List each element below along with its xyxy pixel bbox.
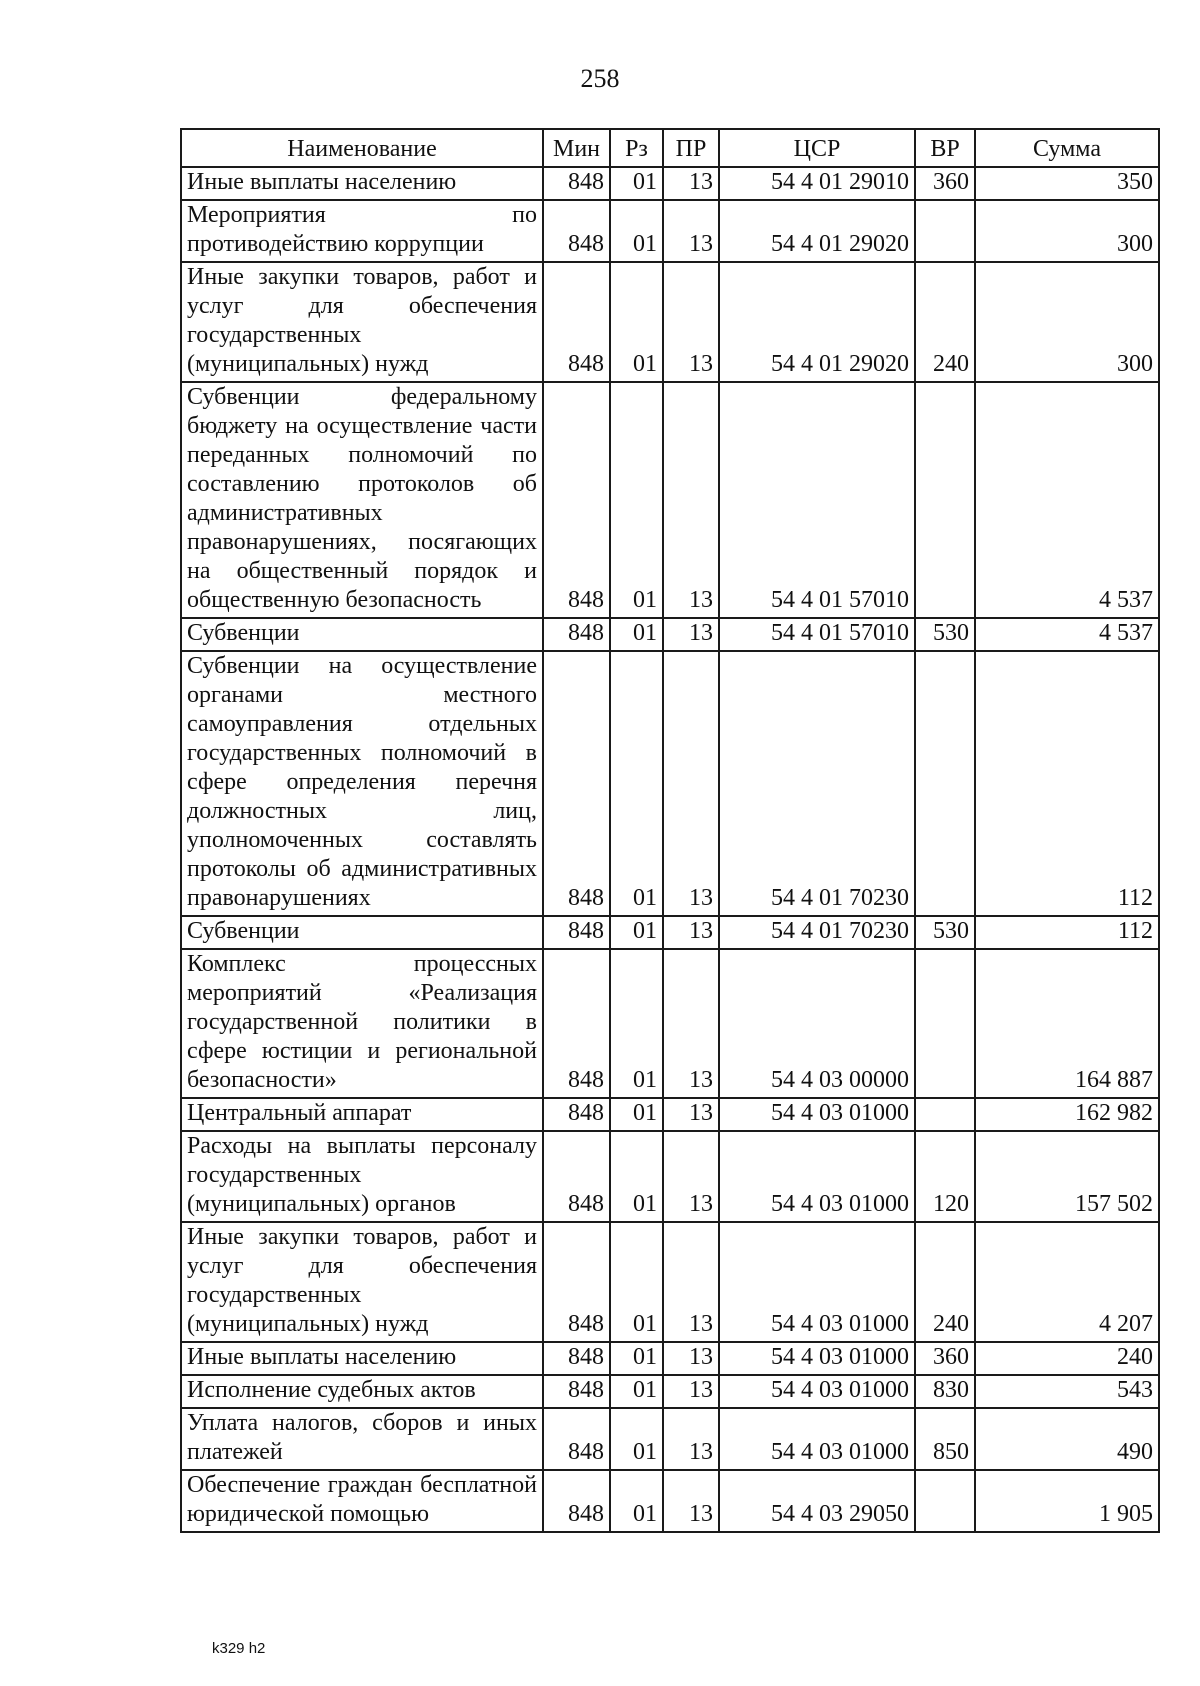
cell-pr: 13 bbox=[663, 382, 719, 618]
cell-vr: 360 bbox=[915, 167, 975, 200]
cell-vr: 240 bbox=[915, 262, 975, 382]
cell-csr: 54 4 01 70230 bbox=[719, 651, 915, 916]
page-number: 258 bbox=[580, 64, 620, 93]
cell-sum: 4 537 bbox=[975, 382, 1159, 618]
cell-pr: 13 bbox=[663, 651, 719, 916]
cell-sum: 1 905 bbox=[975, 1470, 1159, 1532]
cell-rz: 01 bbox=[610, 200, 663, 262]
cell-name: Исполнение судебных актов bbox=[181, 1375, 543, 1408]
table-row bbox=[181, 1131, 1159, 1222]
cell-csr: 54 4 01 70230 bbox=[719, 916, 915, 949]
cell-name: Обеспечение граждан бесплатной юридической помощью bbox=[181, 1470, 543, 1532]
table-row bbox=[181, 200, 1159, 262]
cell-min: 848 bbox=[543, 618, 610, 651]
cell-name: Субвенции bbox=[181, 916, 543, 949]
header-min: Мин bbox=[543, 129, 610, 167]
cell-rz: 01 bbox=[610, 1470, 663, 1532]
cell-min: 848 bbox=[543, 1098, 610, 1131]
header-vr: ВР bbox=[915, 129, 975, 167]
cell-min: 848 bbox=[543, 651, 610, 916]
cell-min: 848 bbox=[543, 1375, 610, 1408]
cell-name: Субвенции на осуществление органами местного самоуправления отдельных государственных полномочий в сфере определения перечня должностных лиц, уполномоченных составлять протоколы об административных правонарушениях bbox=[181, 651, 543, 916]
table-row bbox=[181, 1470, 1159, 1532]
cell-csr: 54 4 03 29050 bbox=[719, 1470, 915, 1532]
cell-rz: 01 bbox=[610, 262, 663, 382]
cell-name: Комплекс процессных мероприятий «Реализация государственной политики в сфере юстиции и региональной безопасности» bbox=[181, 949, 543, 1098]
cell-sum: 300 bbox=[975, 200, 1159, 262]
cell-csr: 54 4 01 29010 bbox=[719, 167, 915, 200]
cell-rz: 01 bbox=[610, 1342, 663, 1375]
table-row bbox=[181, 1408, 1159, 1470]
cell-vr bbox=[915, 1098, 975, 1131]
cell-rz: 01 bbox=[610, 382, 663, 618]
table-row bbox=[181, 618, 1159, 651]
cell-rz: 01 bbox=[610, 167, 663, 200]
table-row bbox=[181, 916, 1159, 949]
cell-vr bbox=[915, 651, 975, 916]
table-row bbox=[181, 949, 1159, 1098]
cell-sum: 300 bbox=[975, 262, 1159, 382]
cell-csr: 54 4 03 01000 bbox=[719, 1408, 915, 1470]
cell-pr: 13 bbox=[663, 949, 719, 1098]
cell-vr: 120 bbox=[915, 1131, 975, 1222]
cell-vr: 530 bbox=[915, 618, 975, 651]
cell-pr: 13 bbox=[663, 262, 719, 382]
cell-min: 848 bbox=[543, 382, 610, 618]
cell-rz: 01 bbox=[610, 949, 663, 1098]
cell-sum: 164 887 bbox=[975, 949, 1159, 1098]
cell-name: Расходы на выплаты персоналу государственных (муниципальных) органов bbox=[181, 1131, 543, 1222]
header-name: Наименование bbox=[181, 129, 543, 167]
cell-vr: 850 bbox=[915, 1408, 975, 1470]
table-body bbox=[181, 167, 1159, 1532]
cell-pr: 13 bbox=[663, 1375, 719, 1408]
cell-rz: 01 bbox=[610, 916, 663, 949]
cell-sum: 350 bbox=[975, 167, 1159, 200]
header-rz: Рз bbox=[610, 129, 663, 167]
cell-rz: 01 bbox=[610, 1375, 663, 1408]
cell-name: Субвенции bbox=[181, 618, 543, 651]
cell-pr: 13 bbox=[663, 1098, 719, 1131]
cell-sum: 162 982 bbox=[975, 1098, 1159, 1131]
cell-vr bbox=[915, 200, 975, 262]
cell-name: Субвенции федеральному бюджету на осуществление части переданных полномочий по составлению протоколов об административных правонарушениях, посягающих на общественный порядок и общественную безопасность bbox=[181, 382, 543, 618]
cell-csr: 54 4 03 01000 bbox=[719, 1342, 915, 1375]
cell-name: Центральный аппарат bbox=[181, 1098, 543, 1131]
cell-csr: 54 4 03 00000 bbox=[719, 949, 915, 1098]
cell-csr: 54 4 03 01000 bbox=[719, 1131, 915, 1222]
cell-pr: 13 bbox=[663, 618, 719, 651]
cell-sum: 112 bbox=[975, 651, 1159, 916]
cell-name: Иные выплаты населению bbox=[181, 1342, 543, 1375]
cell-min: 848 bbox=[543, 1408, 610, 1470]
cell-vr bbox=[915, 1470, 975, 1532]
footer-code: k329 h2 bbox=[212, 1640, 266, 1657]
cell-vr bbox=[915, 382, 975, 618]
cell-csr: 54 4 01 57010 bbox=[719, 618, 915, 651]
cell-vr: 830 bbox=[915, 1375, 975, 1408]
cell-vr bbox=[915, 949, 975, 1098]
cell-rz: 01 bbox=[610, 1408, 663, 1470]
cell-name: Иные закупки товаров, работ и услуг для обеспечения государственных (муниципальных) нужд bbox=[181, 262, 543, 382]
cell-min: 848 bbox=[543, 1342, 610, 1375]
cell-min: 848 bbox=[543, 167, 610, 200]
cell-sum: 4 537 bbox=[975, 618, 1159, 651]
cell-pr: 13 bbox=[663, 167, 719, 200]
header-csr: ЦСР bbox=[719, 129, 915, 167]
cell-name: Уплата налогов, сборов и иных платежей bbox=[181, 1408, 543, 1470]
cell-vr: 240 bbox=[915, 1222, 975, 1342]
cell-min: 848 bbox=[543, 1222, 610, 1342]
cell-min: 848 bbox=[543, 949, 610, 1098]
cell-pr: 13 bbox=[663, 1222, 719, 1342]
cell-csr: 54 4 01 29020 bbox=[719, 200, 915, 262]
cell-name: Мероприятия по противодействию коррупции bbox=[181, 200, 543, 262]
cell-name: Иные закупки товаров, работ и услуг для обеспечения государственных (муниципальных) нужд bbox=[181, 1222, 543, 1342]
cell-sum: 543 bbox=[975, 1375, 1159, 1408]
cell-vr: 360 bbox=[915, 1342, 975, 1375]
cell-csr: 54 4 03 01000 bbox=[719, 1222, 915, 1342]
table-row bbox=[181, 167, 1159, 200]
table-row bbox=[181, 1342, 1159, 1375]
cell-csr: 54 4 01 57010 bbox=[719, 382, 915, 618]
cell-pr: 13 bbox=[663, 1470, 719, 1532]
table-row bbox=[181, 651, 1159, 916]
cell-sum: 4 207 bbox=[975, 1222, 1159, 1342]
cell-sum: 490 bbox=[975, 1408, 1159, 1470]
cell-csr: 54 4 03 01000 bbox=[719, 1375, 915, 1408]
cell-sum: 240 bbox=[975, 1342, 1159, 1375]
cell-pr: 13 bbox=[663, 200, 719, 262]
cell-min: 848 bbox=[543, 1131, 610, 1222]
cell-rz: 01 bbox=[610, 1222, 663, 1342]
cell-min: 848 bbox=[543, 916, 610, 949]
cell-sum: 112 bbox=[975, 916, 1159, 949]
cell-name: Иные выплаты населению bbox=[181, 167, 543, 200]
cell-rz: 01 bbox=[610, 618, 663, 651]
cell-pr: 13 bbox=[663, 1131, 719, 1222]
cell-pr: 13 bbox=[663, 1408, 719, 1470]
table-row bbox=[181, 1375, 1159, 1408]
budget-table bbox=[180, 128, 1160, 1533]
cell-sum: 157 502 bbox=[975, 1131, 1159, 1222]
table-row bbox=[181, 1222, 1159, 1342]
table-row bbox=[181, 1098, 1159, 1131]
table-row bbox=[181, 382, 1159, 618]
cell-rz: 01 bbox=[610, 1098, 663, 1131]
table-row bbox=[181, 262, 1159, 382]
cell-min: 848 bbox=[543, 262, 610, 382]
cell-pr: 13 bbox=[663, 1342, 719, 1375]
cell-rz: 01 bbox=[610, 1131, 663, 1222]
header-pr: ПР bbox=[663, 129, 719, 167]
cell-vr: 530 bbox=[915, 916, 975, 949]
cell-min: 848 bbox=[543, 200, 610, 262]
cell-rz: 01 bbox=[610, 651, 663, 916]
cell-csr: 54 4 03 01000 bbox=[719, 1098, 915, 1131]
cell-csr: 54 4 01 29020 bbox=[719, 262, 915, 382]
header-sum: Сумма bbox=[975, 129, 1159, 167]
table-header-row bbox=[181, 129, 1159, 167]
cell-min: 848 bbox=[543, 1470, 610, 1532]
cell-pr: 13 bbox=[663, 916, 719, 949]
